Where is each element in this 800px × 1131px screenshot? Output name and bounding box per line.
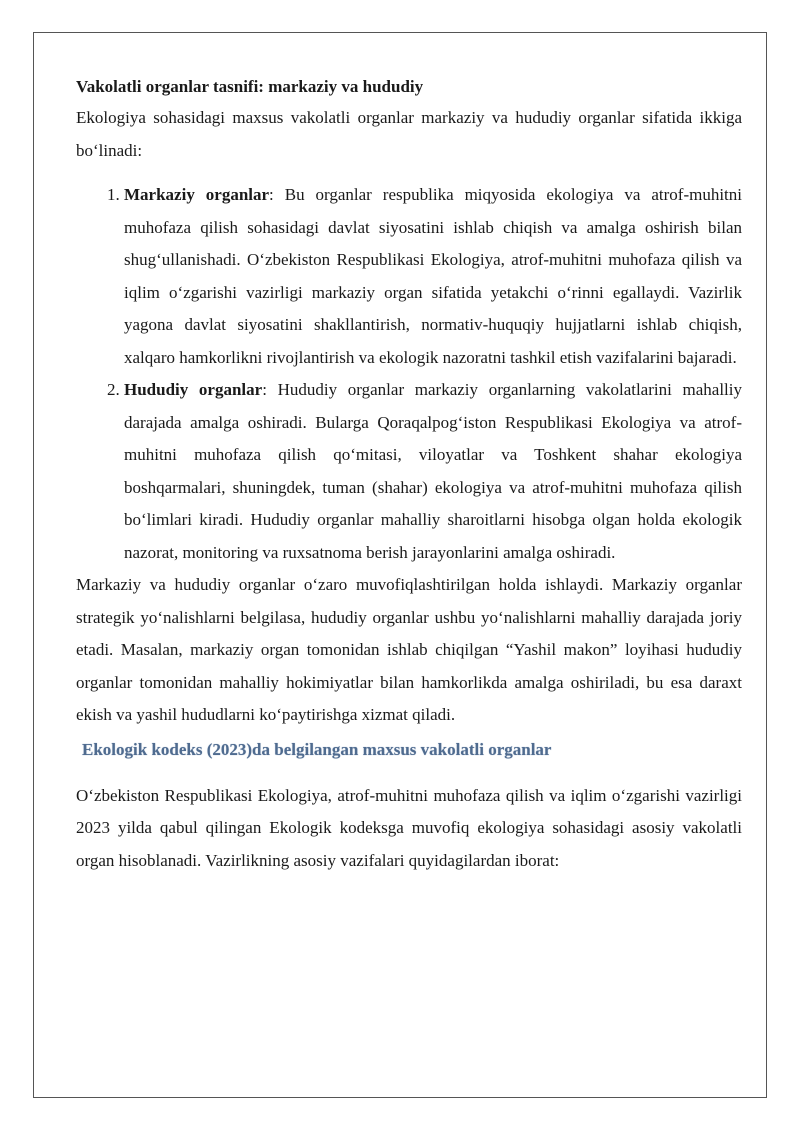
list-term-central: Markaziy organlar — [124, 185, 270, 204]
list-text-central: : Bu organlar respublika miqyosida ekologiya va atrof-muhitni muhofaza qilish sohasidagi davlat siyosatini ishlab chiqish va amalga oshirish bilan shug‘ullanishadi. O‘zbekiston Respublikasi Ekologiya, atrof-muhitni muhofaza qilish va iqlim o‘zgarishi vazirligi markaziy organ sifatida yetakchi o‘rinni egallaydi. Vazirlik yagona davlat siyosatini shakllantirish, normativ-huquqiy hujjatlarni ishlab chiqish, xalqaro hamkorlikni rivojlantirish va ekologik nazoratni tashkil etish vazifalarini bajaradi. — [124, 185, 742, 367]
list-term-regional: Hududiy organlar — [124, 380, 263, 399]
document-body — [76, 74, 742, 877]
list-item-regional — [124, 374, 742, 569]
section-heading: Vakolatli organlar tasnifi: markaziy va hududiy — [76, 77, 424, 96]
intro-paragraph: Ekologiya sohasidagi maxsus vakolatli organlar markaziy va hududiy organlar sifatida ikkiga bo‘linadi: — [76, 108, 742, 160]
list-item-central — [124, 179, 742, 374]
coordination-paragraph: Markaziy va hududiy organlar o‘zaro muvofiqlashtirilgan holda ishlaydi. Markaziy organlar strategik yo‘nalishlarni belgilasa, hududiy organlar ushbu yo‘nalishlarni mahalliy darajada joriy etadi. Masalan, markaziy organ tomonidan ishlab chiqilgan “Yashil makon” loyihasi hududiy organlar tomonidan mahalliy hokimiyatlar bilan hamkorlikda amalga oshiriladi, bu esa daraxt ekish va yashil hududlarni ko‘paytirishga xizmat qiladi. — [76, 575, 742, 724]
subsection-heading: Ekologik kodeks (2023)da belgilangan maxsus vakolatli organlar — [82, 739, 552, 759]
organ-types-list — [76, 179, 742, 569]
list-text-regional: : Hududiy organlar markaziy organlarning vakolatlarini mahalliy darajada amalga oshiradi. Bularga Qoraqalpog‘iston Respublikasi Ekologiya va atrof-muhitni muhofaza qilish qo‘mitasi, viloyatlar va Toshkent shahar ekologiya boshqarmalari, shuningdek, tuman (shahar) ekologiya va atrof-muhitni muhofaza qilish bo‘limlari kiradi. Hududiy organlar mahalliy sharoitlarni hisobga olgan holda ekologik nazorat, monitoring va ruxsatnoma berish jarayonlarini amalga oshiradi. — [124, 380, 742, 562]
ministry-paragraph: O‘zbekiston Respublikasi Ekologiya, atrof-muhitni muhofaza qilish va iqlim o‘zgarishi vazirligi 2023 yilda qabul qilingan Ekologik kodeksga muvofiq ekologiya sohasidagi asosiy vakolatli organ hisoblanadi. Vazirlikning asosiy vazifalari quyidagilardan iborat: — [76, 785, 742, 870]
